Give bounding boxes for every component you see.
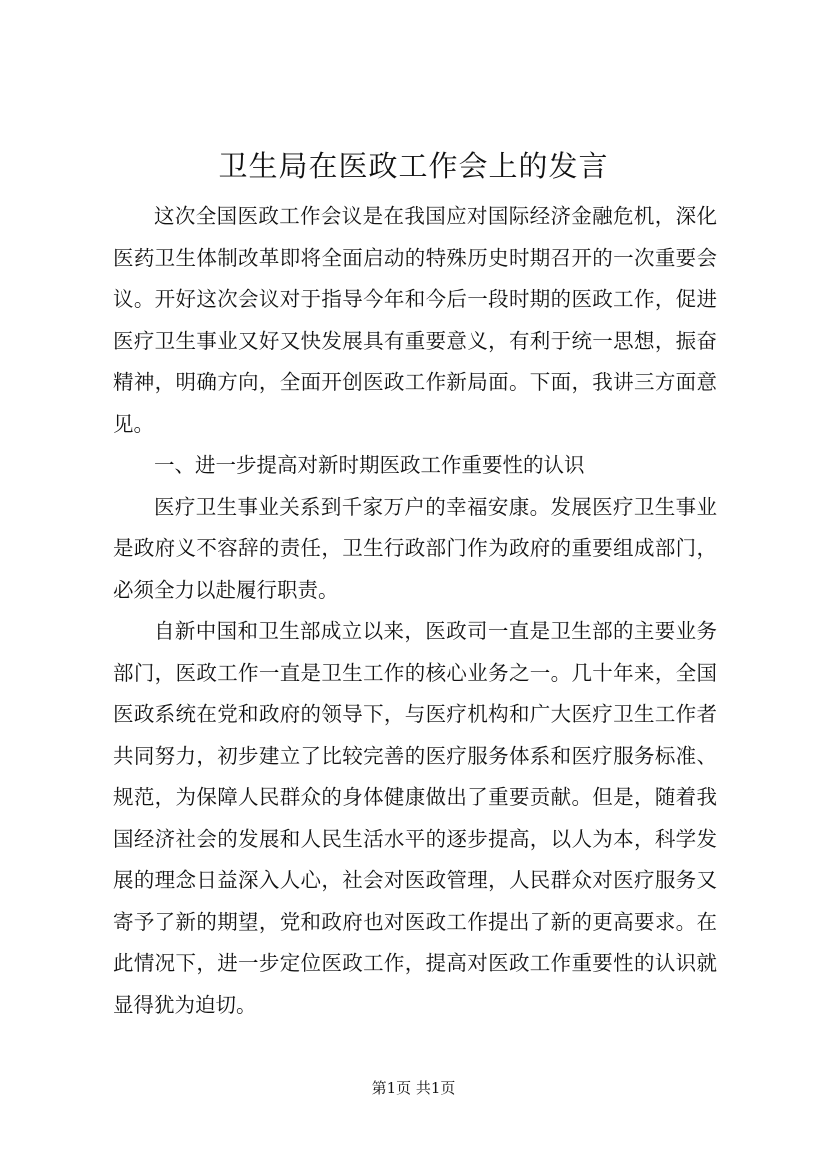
paragraph-history: 自新中国和卫生部成立以来，医政司一直是卫生部的主要业务部门，医政工作一直是卫生工作的核心业务之一。几十年来，全国医政系统在党和政府的领导下，与医疗机构和广大医疗卫生工作者共同努力，初步建立了比较完善的医疗服务体系和医疗服务标准、规范，为保障人民群众的身体健康做出了重要贡献。但是，随着我国经济社会的发展和人民生活水平的逐步提高，以人为本，科学发展的理念日益深入人心，社会对医政管理，人民群众对医疗服务又寄予了新的期望，党和政府也对医政工作提出了新的更高要求。在此情况下，进一步定位医政工作，提高对医政工作重要性的认识就显得犹为迫切。	[113, 619, 717, 1017]
document-body	[113, 196, 717, 1026]
section-heading-1: 一、进一步提高对新时期医政工作重要性的认识	[154, 453, 585, 477]
paragraph-responsibility: 医疗卫生事业关系到千家万户的幸福安康。发展医疗卫生事业是政府义不容辞的责任，卫生行政部门作为政府的重要组成部门，必须全力以赴履行职责。	[113, 494, 717, 602]
page-footer: 第1页 共1页	[371, 1079, 456, 1097]
paragraph-intro: 这次全国医政工作会议是在我国应对国际经济金融危机，深化医药卫生体制改革即将全面启动的特殊历史时期召开的一次重要会议。开好这次会议对于指导今年和今后一段时期的医政工作，促进医疗卫生事业又好又快发展具有重要意义，有利于统一思想，振奋精神，明确方向，全面开创医政工作新局面。下面，我讲三方面意见。	[113, 204, 717, 436]
document-title: 卫生局在医政工作会上的发言	[218, 149, 609, 183]
